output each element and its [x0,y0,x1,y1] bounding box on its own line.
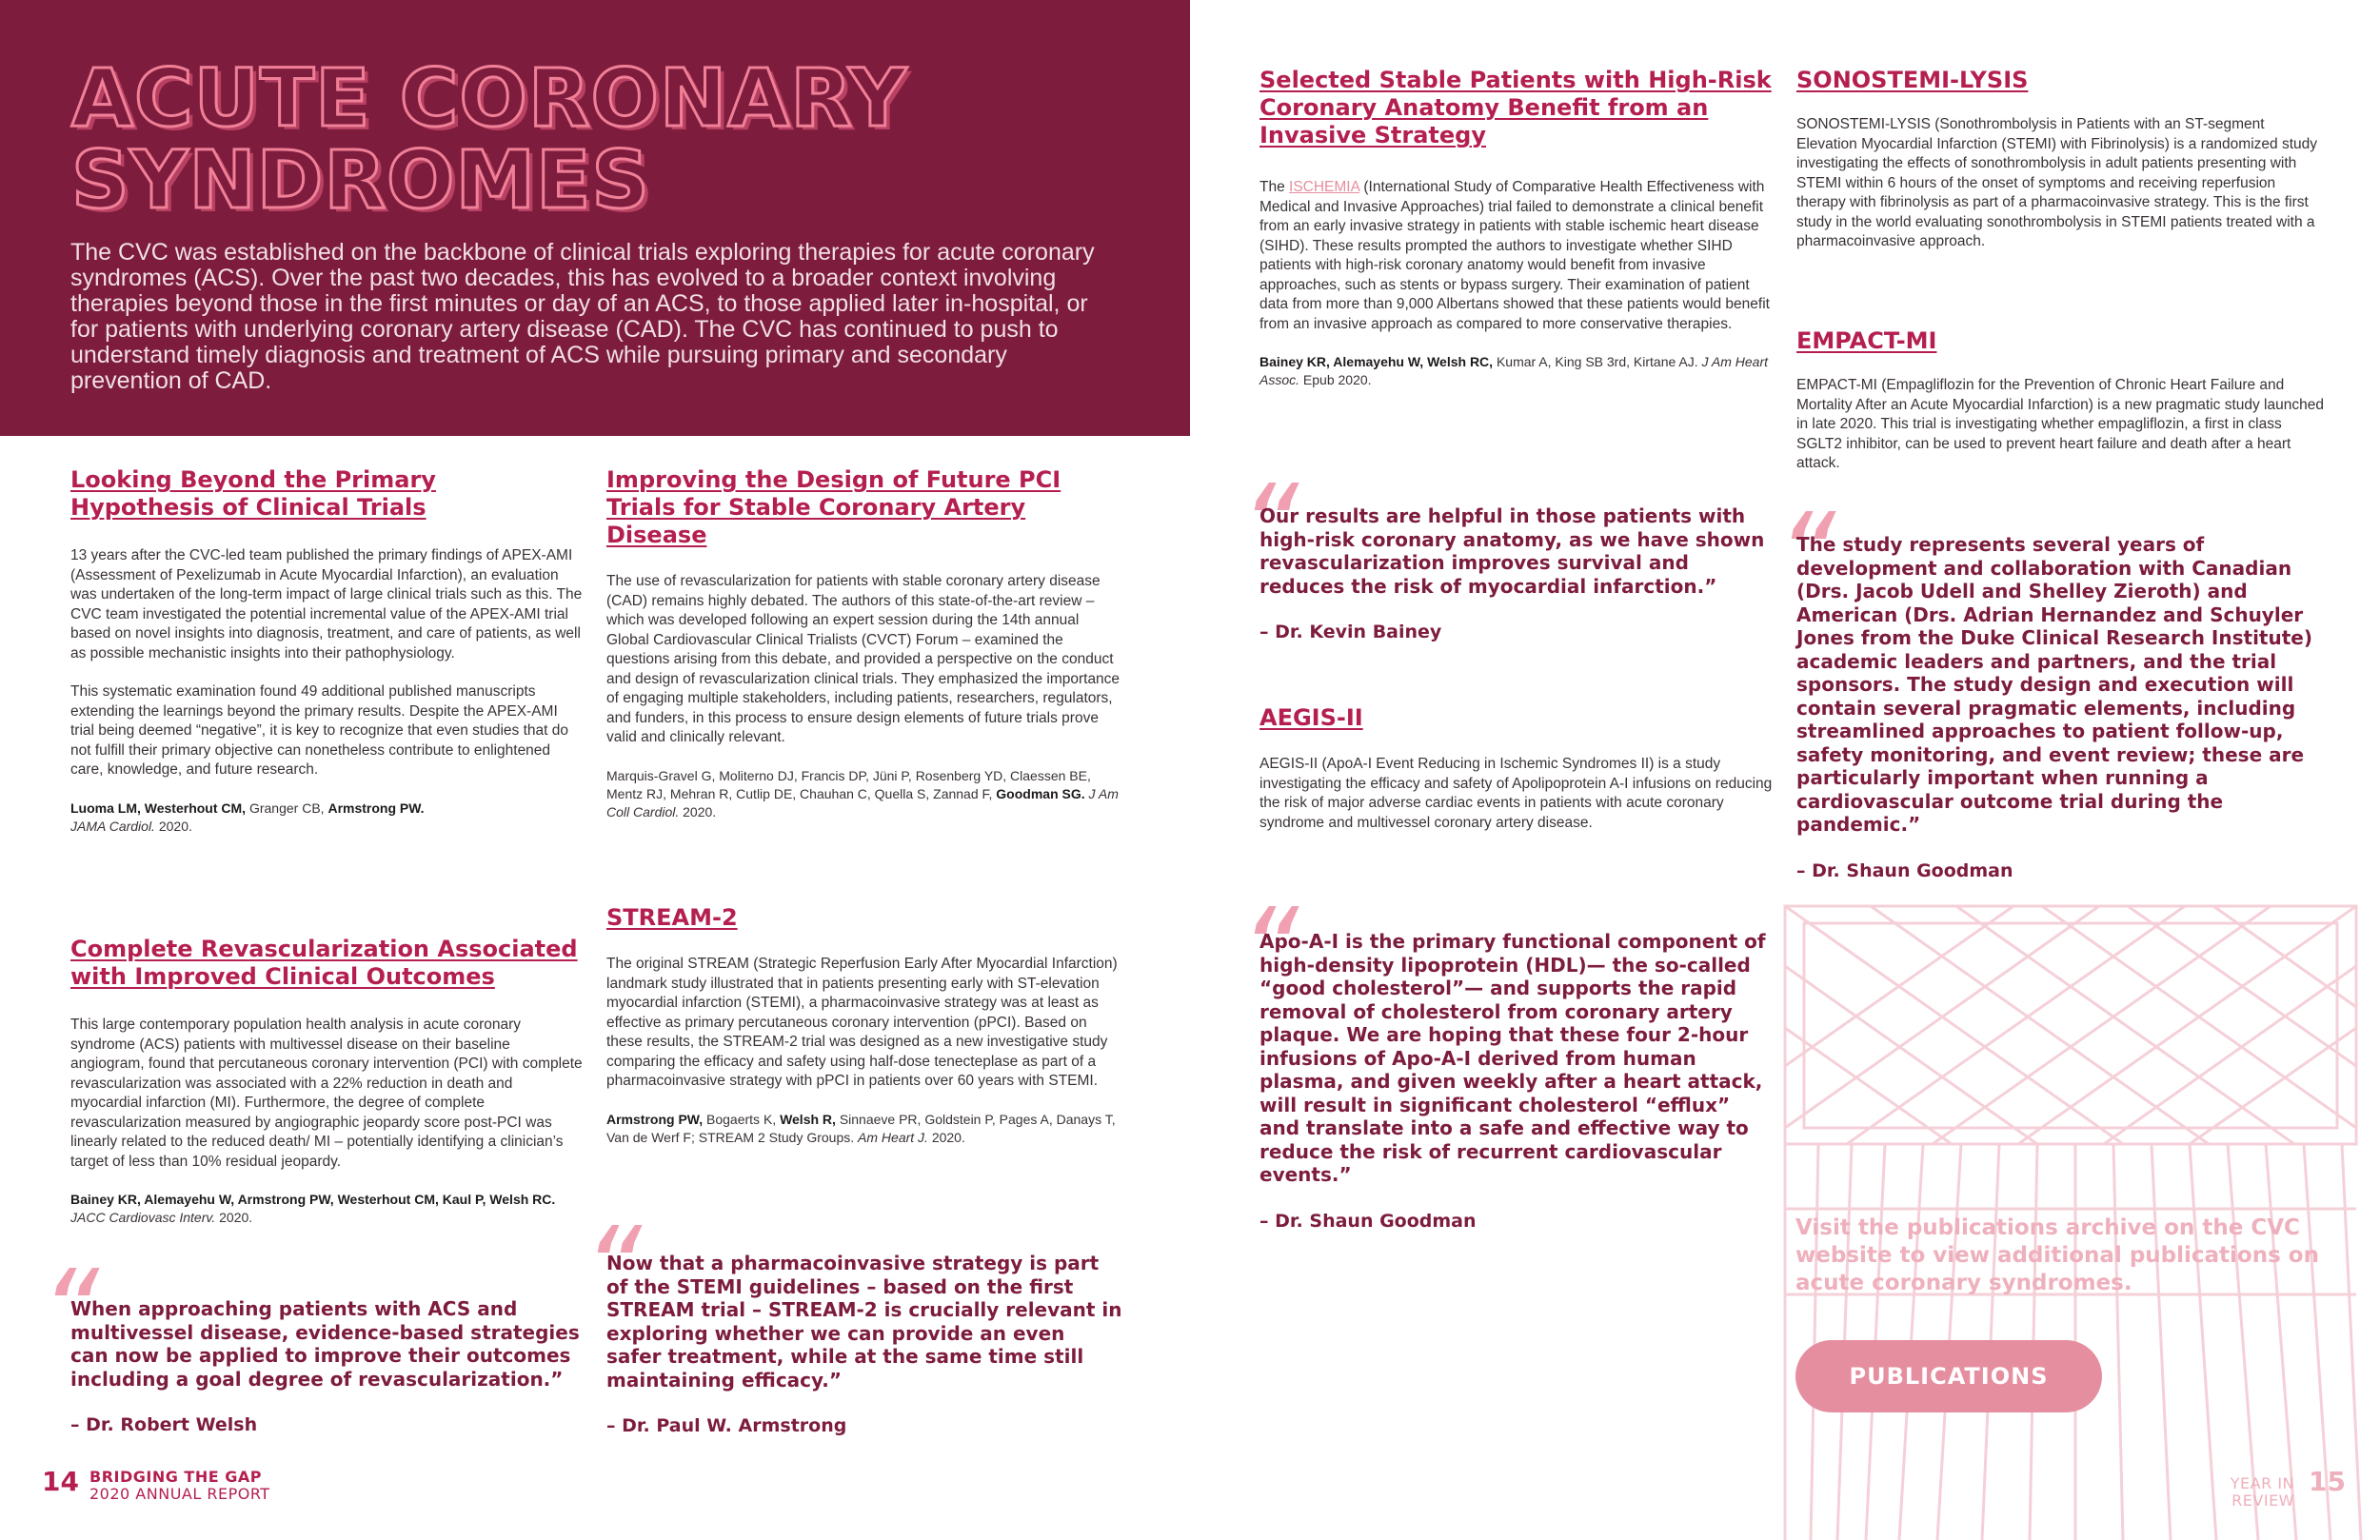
article-paragraph: AEGIS-II (ApoA-I Event Reducing in Ischemic Syndromes II) is a study investigating the efficacy and safety of Apolipoprotein A-I infusions on reducing the risk of major adverse cardiac events in patients with acute coronary syndrome and multivessel coronary artery disease. [1259,756,1773,831]
article-paragraph: 13 years after the CVC-led team published the primary findings of APEX-AMI (Assessment of Pexelizumab in Acute Myocardial Infarction), an evaluation was undertaken of the long-term impact of large clinical trials such as this. The CVC team investigated the potential incremental value of the APEX-AMI trial based on novel insights into diagnosis, treatment, and care of patients, as well as possible mechanistic insights into their pathophysiology. [70,547,583,661]
quote-mark-icon: “ [1240,885,1299,1017]
article-title: SONOSTEMI-LYSIS [1796,67,2029,93]
article-paragraph: This systematic examination found 49 additional published manuscripts extending the learnings beyond the primary results. Despite the APEX-AMI trial being deemed “negative”, it is key to recognize that even studies that do not fulfill their primary objective can nonetheless contribute to enlightened care, knowledge, and future research. [70,683,568,778]
footer-publication-title [89,1469,270,1503]
footer-title: BRIDGING THE GAP [89,1468,262,1486]
citation-journal: J Am Heart Assoc. [1259,354,1769,387]
footer-subtitle: 2020 ANNUAL REPORT [89,1485,270,1503]
article-high-risk-anatomy [1259,67,1774,389]
citation-authors: Armstrong PW. [327,800,425,816]
citation-authors: Goodman SG. [996,785,1085,801]
quote-mark-icon: “ [1240,462,1299,594]
page-title-line-1: ACUTE CORONARY [71,51,908,145]
quote-text: The study represents several years of development and collaboration with Canadian (Drs. Jacob Udell and Shelley Zieroth) and American (Drs. Adrian Hernandez and Schuyler Jones from the Duke Clinical Research Institute) academic leaders and partners, and the trial sponsors. The study design and execution will contain several pragmatic elements, including streamlined approaches to patient follow-up, safety monitoring, and event review; these are particularly important when running a cardiovascular outcome trial during the pandemic.” [1796,533,2312,836]
quote-attribution: – Dr. Paul W. Armstrong [606,1415,847,1436]
citation-authors: Bainey KR, Alemayehu W, Armstrong PW, Westerhout CM, Kaul P, Welsh RC. [70,1192,556,1207]
article-title: STREAM-2 [606,904,738,931]
citation [70,1191,585,1227]
publications-button[interactable]: PUBLICATIONS [1795,1340,2102,1412]
ischemia-link[interactable]: ISCHEMIA [1289,179,1360,195]
article-paragraph: EMPACT-MI (Empagliflozin for the Prevention of Chronic Heart Failure and Mortality After an Acute Myocardial Infarction) is a new pragmatic study launched in late 2020. This trial is investigating whether empagliflozin, a first in class SGLT2 inhibitor, can be used to prevent heart failure and death after a heart attack. [1796,377,2324,471]
article-title: EMPACT-MI [1796,327,1937,354]
citation-year: Epub 2020. [1299,372,1372,387]
footer-section-title: YEAR IN REVIEW [2230,1474,2294,1510]
quote-mark-icon: “ [1776,490,1836,622]
publications-cta-text: Visit the publications archive on the CVC website to view additional publications on acute coronary syndromes. [1795,1215,2319,1295]
citation-year: 2020. [927,1129,965,1145]
citation-journal: JAMA Cardiol. [70,818,155,834]
citation-authors: Marquis-Gravel G, Moliterno DJ, Francis DP, Jüni P, Rosenberg YD, Claessen BE, Mentz RJ, Mehran R, Cutlip DE, Chauhan C, Quella S, Zannad F, [606,767,1091,801]
pull-quote-welsh [70,1297,585,1436]
quote-attribution: – Dr. Robert Welsh [70,1414,258,1435]
page-number-right: 15 [2309,1466,2346,1497]
quote-text: When approaching patients with ACS and multivessel disease, evidence-based strategies can now be applied to improve their outcomes including a goal degree of revascularization.” [70,1297,580,1391]
citation-authors: Welsh R, [780,1111,836,1127]
article-title: Selected Stable Patients with High-Risk Coronary Anatomy Benefit from an Invasive Strategy [1259,67,1772,148]
article-paragraph: SONOSTEMI-LYSIS (Sonothrombolysis in Patients with an ST-segment Elevation Myocardial Infarction (STEMI) with Fibrinolysis) is a randomized study investigating the effects of sonothrombolysis in adult patients presenting with STEMI within 6 hours of the onset of symptoms and receiving reperfusion therapy with fibrinolysis as part of a pharmacoinvasive strategy. This is the first study in the world evaluating sonothrombolysis in STEMI patients treated with a pharmacoinvasive approach. [1796,116,2317,249]
citation [70,800,585,836]
citation-authors: Armstrong PW, [606,1111,704,1127]
article-complete-revascularization [70,936,585,1227]
article-pci-trial-design [606,466,1125,821]
article-aegis-ii [1259,704,1774,833]
citation-authors: Granger CB, [246,800,328,816]
quote-attribution: – Dr. Shaun Goodman [1796,859,2013,881]
quote-text: Our results are helpful in those patients with high-risk coronary anatomy, as we have shown revascularization improves survival and reduces the risk of myocardial infarction.” [1259,504,1765,598]
page-number-left: 14 [42,1466,79,1497]
article-paragraph: The use of revascularization for patients with stable coronary artery disease (CAD) remains highly debated. The authors of this state-of-the-art review – which was developed following an expert session during the 14th annual Global Cardiovascular Clinical Trialists (CVCT) Forum – examined the questions arising from this debate, and provided a perspective on the conduct and design of revascularization clinical trials. They emphasized the importance of engaging multiple stakeholders, including patients, researchers, regulators, and funders, in this process to ensure design elements of future trials prove valid and clinically relevant. [606,573,1121,745]
quote-mark-icon: “ [40,1247,100,1379]
article-text: The [1259,179,1290,195]
citation-authors: Bogaerts K, [703,1111,781,1127]
intro-paragraph: The CVC was established on the backbone of clinical trials exploring therapies for acute coronary syndromes (ACS). Over the past two decades, this has evolved to a broader context involving therapies beyond those in the first minutes or day of an ACS, to those applied later in-hospital, or for patients with underlying coronary artery disease (CAD). The CVC has continued to push to understand timely diagnosis and treatment of ACS while pursuing primary and secondary prevention of CAD. [70,239,1095,394]
article-apex-ami [70,466,585,836]
citation-authors: Kumar A, King SB 3rd, Kirtane AJ. [1493,354,1702,369]
page-title-line-2: SYNDROMES [71,133,650,227]
citation-year: 2020. [215,1210,253,1225]
pull-quote-bainey [1259,504,1774,643]
article-title: AEGIS-II [1259,704,1363,731]
page-title [71,51,1119,227]
citation-authors: Sinnaeve PR, Goldstein P, Pages A, Danays T, Van de Werf F; STREAM 2 Study Groups. [606,1111,1116,1145]
citation-journal: Am Heart J. [858,1129,928,1145]
citation-authors: Bainey KR, Alemayehu W, Welsh RC, [1259,354,1494,369]
article-paragraph: This large contemporary population health analysis in acute coronary syndrome (ACS) patients with multivessel disease on their baseline angiogram, found that percutaneous coronary intervention (PCI) with complete revascularization was associated with a 22% reduction in death and myocardial infarction (MI). Furthermore, the degree of complete revascularization measured by angiographic jeopardy score post-PCI was linearly related to the reduced death/ MI – potentially identifying a clinician’s target of less than 10% residual jeopardy. [70,1017,583,1170]
article-title: Complete Revascularization Associated with Improved Clinical Outcomes [70,936,578,990]
citation [606,1111,1125,1147]
citation-authors: Luoma LM, Westerhout CM, [70,800,247,816]
article-paragraph: The original STREAM (Strategic Reperfusion Early After Myocardial Infarction) landmark study illustrated that in patients presenting early with ST-elevation myocardial infarction (STEMI), a pharmacoinvasive strategy was at least as effective as primary percutaneous coronary intervention (pPCI). Based on these results, the STREAM-2 trial was designed as a new investigative study comparing the efficacy and safety using half-dose tenecteplase as part of a pharmacoinvasive strategy with pPCI in patients over 60 years with STEMI. [606,956,1118,1089]
article-title: Improving the Design of Future PCI Trials for Stable Coronary Artery Disease [606,466,1061,548]
citation [606,767,1125,821]
article-stream-2 [606,904,1125,1147]
article-empact-mi [1796,327,2325,474]
citation-journal: J Am Coll Cardiol. [606,785,1119,819]
pull-quote-armstrong [606,1252,1125,1437]
quote-mark-icon: “ [583,1204,643,1336]
citation-journal: JACC Cardiovasc Interv. [70,1210,216,1225]
quote-text: Apo-A-I is the primary functional component of high-density lipoprotein (HDL)— the so-called “good cholesterol”— and supports the rapid removal of cholesterol from coronary artery plaque. We are hoping that these four 2-hour infusions of Apo-A-I derived from human plasma, and given weekly after a heart attack, will result in significant cholesterol “efflux” and translate into a safe and effective way to reduce the risk of recurrent cardiovascular events.” [1259,930,1766,1186]
pull-quote-goodman-empact [1796,533,2330,882]
citation [1259,353,1774,389]
article-title: Looking Beyond the Primary Hypothesis of Clinical Trials [70,466,436,521]
quote-text: Now that a pharmacoinvasive strategy is part of the STEMI guidelines – based on the first STREAM trial – STREAM-2 is crucially relevant in exploring whether we can provide an even safer treatment, while at the same time still maintaining efficacy.” [606,1252,1122,1392]
pull-quote-goodman-aegis [1259,930,1774,1233]
quote-attribution: – Dr. Kevin Bainey [1259,622,1442,642]
quote-attribution: – Dr. Shaun Goodman [1259,1210,1477,1232]
citation-year: 2020. [679,803,717,819]
citation-year: 2020. [154,818,192,834]
article-text: (International Study of Comparative Health Effectiveness with Medical and Invasive Approaches) trial failed to demonstrate a clinical benefit from an early invasive strategy in patients with stable ischemic heart disease (SIHD). These results prompted the authors to investigate whether SIHD patients with high-risk coronary anatomy would benefit from invasive approaches, such as stents or bypass surgery. Their examination of patient data from more than 9,000 Albertans showed that these patients would benefit from an invasive approach as compared to more conservative therapies. [1259,179,1770,332]
article-paragraph [1259,178,1774,334]
article-sonostemi-lysis [1796,67,2325,252]
